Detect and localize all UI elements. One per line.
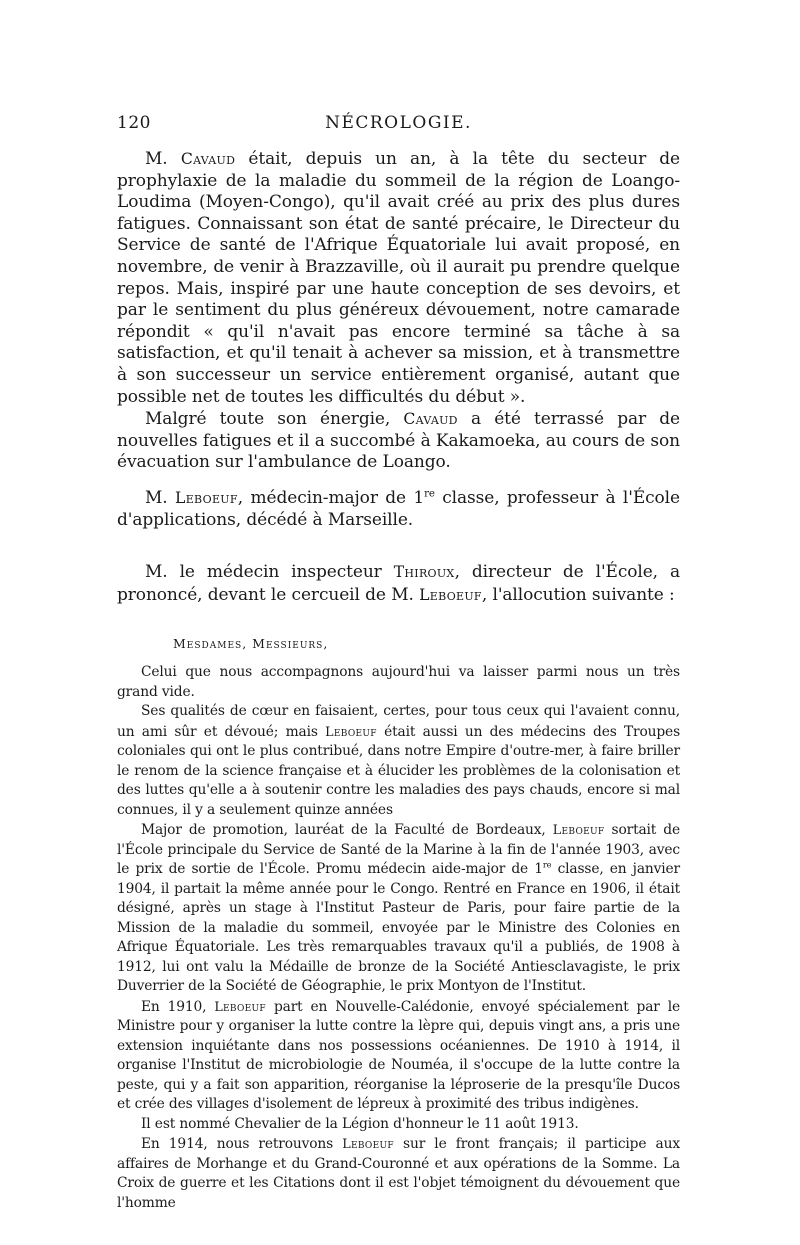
allocution-speech xyxy=(117,663,680,1213)
salutation: Mesdames, Messieurs, xyxy=(173,636,329,652)
person-name: Leboeuf xyxy=(419,584,482,604)
running-title: NÉCROLOGIE. xyxy=(325,113,472,133)
person-name: Cavaud xyxy=(180,149,236,168)
paragraph-leboeuf: M. Leboeuf, médecin-major de 1re classe, professeur à l'École d'applications, décédé à Marseille. xyxy=(117,487,680,530)
person-name: Leboeuf xyxy=(342,1136,394,1152)
speech-paragraph: En 1914, nous retrouvons Leboeuf sur le front français; il participe aux affaires de Morhange et du Grand-Couronné et aux opérations de la Somme. La Croix de guerre et les Citations dont il est l'objet témoignent du dévouement que l'homme xyxy=(117,1136,680,1211)
person-name: Cavaud xyxy=(403,409,458,429)
person-name: Leboeuf xyxy=(214,998,266,1014)
speech-paragraph: Major de promotion, lauréat de la Faculté de Bordeaux, Leboeuf sortait de l'École principale du Service de Santé de la Marine à la fin de l'année 1903, avec le prix de sortie de l'École. Promu médecin aide-major de 1re classe, en janvier 1904, il partait la même année pour le Congo. Rentré en France en 1906, il était désigné, après un stage à l'Institut Pasteur de Paris, pour faire partie de la Mission de la maladie du sommeil, envoyée par le Ministre des Colonies en Afrique Équatoriale. Les très remarquables travaux qu'il a publiés, de 1908 à 1912, lui ont valu la Médaille de bronze de la Société Antiesclavagiste, le prix Duverrier de la Société de Géographie, le prix Montyon de l'Institut. xyxy=(117,822,680,995)
person-name: Leboeuf xyxy=(325,723,377,739)
paragraph-cavaud: M. Cavaud était, depuis un an, à la tête du secteur de prophylaxie de la maladie du sommeil de la région de Loango-Loudima (Moyen-Congo), qu'il avait créé au prix des plus dures fatigues. Connaissant son état de santé précaire, le Directeur du Service de santé de l'Afrique Équatoriale lui avait proposé, en novembre, de venir à Brazzaville, où il aurait pu prendre quelque repos. Mais, inspiré par une haute conception de ses devoirs, et par le sentiment du plus généreux dévouement, notre camarade répondit « qu'il n'avait pas encore terminé sa tâche à sa satisfaction, et qu'il tenait à achever sa mission, et à transmettre à son successeur un service entièrement organisé, autant que possible net de toutes les difficultés du début ». xyxy=(117,149,681,407)
speech-paragraph: Ses qualités de cœur en faisaient, certes, pour tous ceux qui l'avaient connu, un ami sûr et dévoué; mais Leboeuf était aussi un des médecins des Troupes coloniales qui ont le plus contribué, dans notre Empire d'outre-mer, à faire briller le renom de la science française et à élucider les problèmes de la colonisation et des luttes qu'elle a à soutenir contre les maladies des pays chauds, encore si mal connues, il y a seulement quinze années xyxy=(117,703,680,818)
obituary-notes xyxy=(117,148,680,606)
person-name: Leboeuf xyxy=(552,822,605,838)
speech-paragraph: Celui que nous accompagnons aujourd'hui va laisser parmi nous un très grand vide. xyxy=(117,664,680,700)
paragraph-allocution-intro: M. le médecin inspecteur Thiroux, directeur de l'École, a prononcé, devant le cercueil de M. Leboeuf, l'allocution suivante : xyxy=(117,562,680,605)
speech-paragraph: Il est nommé Chevalier de la Légion d'honneur le 11 août 1913. xyxy=(141,1115,579,1132)
person-name: Thiroux xyxy=(393,562,455,582)
speech-paragraph: En 1910, Leboeuf part en Nouvelle-Calédonie, envoyé spécialement par le Ministre pour y organiser la lutte contre la lèpre qui, depuis vingt ans, a pris une extension inquiétante dans nos possessions océaniennes. De 1910 à 1914, il organise l'Institut de microbiologie de Nouméa, il s'occupe de la lutte contre la peste, qui y a fait son apparition, réorganise la léproserie de la presqu'île Ducos et crée des villages d'isolement de lépreux à proximité des tribus indigènes. xyxy=(117,998,680,1113)
person-name: Leboeuf xyxy=(175,487,238,507)
page-number: 120 xyxy=(117,113,151,133)
page-body xyxy=(117,148,680,1213)
paragraph-cavaud-death: Malgré toute son énergie, Cavaud a été terrassé par de nouvelles fatigues et il a succombé à Kakamoeka, au cours de son évacuation sur l'ambulance de Loango. xyxy=(117,409,680,473)
